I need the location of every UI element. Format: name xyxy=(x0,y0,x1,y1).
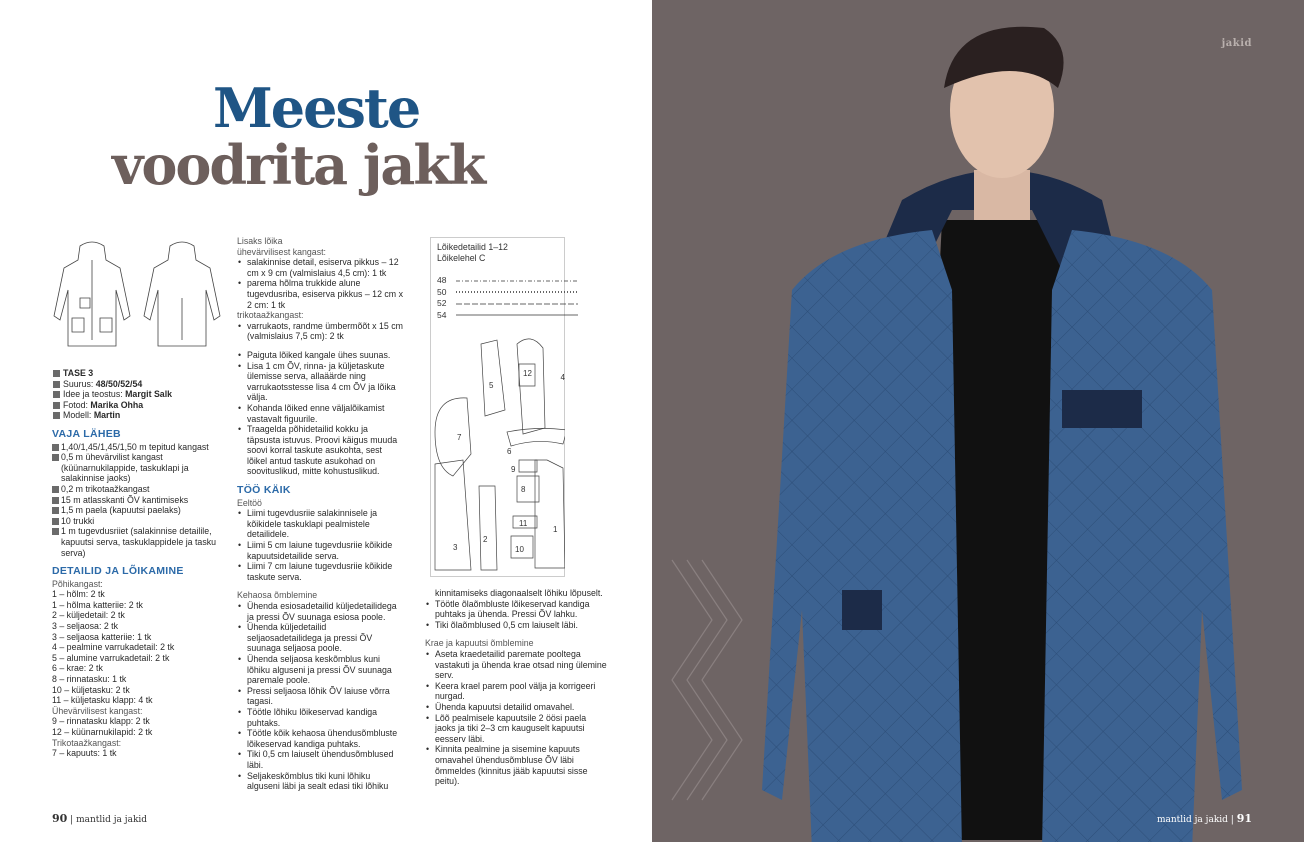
info-label: Modell: xyxy=(63,410,94,421)
size-legend xyxy=(437,275,446,321)
info-value: 48/50/52/54 xyxy=(95,378,143,389)
list-item: • Liimi 5 cm laiune tugevdusriie kõikide kapuutsidetailide serva. xyxy=(237,540,403,561)
list-item: 9 – rinnatasku klapp: 2 tk xyxy=(52,716,150,727)
size-label: 48 xyxy=(437,275,447,285)
list-item: • Lõõ pealmisele kapuutsile 2 öösi paela jaoks ja tiki 2–3 cm kauguselt kapuutsi eesserv läbi. xyxy=(425,713,607,745)
pattern-title xyxy=(437,242,508,264)
model-photo xyxy=(652,0,1304,842)
pattern-title-line: Lõikelehel C xyxy=(437,253,486,263)
list-item: • Lisa 1 cm ÕV, rinna- ja küljetaskute ülemisse serva, allaäärde ning varrukaotsstesse lisa 4 cm ÕV ja lõika välja. xyxy=(237,361,403,403)
pattern-title-line: Lõikedetailid 1–12 xyxy=(437,242,508,252)
size-label: 52 xyxy=(437,298,447,308)
list-item: • Liimi tugevdusriie salakinnisele ja kõikidele taskuklapi pealmistele detailidele. xyxy=(237,508,403,540)
project-info xyxy=(52,368,222,759)
too-heading: TÖÖ KÄIK xyxy=(237,484,291,497)
piece-label: 8 xyxy=(521,485,526,494)
list-item: 0,2 m trikotaažkangast xyxy=(51,484,222,495)
piece-label: 5 xyxy=(489,381,494,390)
subheading: Eeltöö xyxy=(237,497,262,508)
subheading: ühevärvilisest kangast: xyxy=(237,246,326,257)
list-item: 5 – alumine varrukadetail: 2 tk xyxy=(52,652,170,663)
subheading: Põhikangast: xyxy=(52,578,103,589)
info-value: Margit Salk xyxy=(125,389,173,400)
jacket-sketch xyxy=(50,238,225,350)
continued-text: kinnitamiseks diagonaalselt lõhiku lõpuselt. xyxy=(435,588,603,598)
footer-section: mantlid ja jakid xyxy=(76,815,148,825)
list-item: • Kohanda lõiked enne väljalõikamist vastavalt figuurile. xyxy=(237,403,403,424)
list-item: • Töötle lõhiku lõikeservad kandiga puhtaks. xyxy=(237,707,403,728)
list-item: 10 – küljetasku: 2 tk xyxy=(52,684,130,695)
list-item: 3 – seljaosa: 2 tk xyxy=(52,621,119,632)
page-number: 91 xyxy=(1236,812,1252,825)
subheading: trikotaažkangast: xyxy=(237,310,304,321)
list-item: 15 m atlasskanti ÕV kantimiseks xyxy=(51,495,222,506)
piece-label: 12 xyxy=(523,369,532,378)
info-value: Marika Ohha xyxy=(90,399,144,410)
info-label: Suurus: xyxy=(63,378,96,389)
list-item: 1 m tugevdusriiet (salakinnise detailile, kapuutsi serva, taskuklappidele ja tasku serva) xyxy=(51,526,222,558)
list-item: • Tiki õlaõmblused 0,5 cm laiuselt läbi. xyxy=(425,620,607,631)
list-item: • Paiguta lõiked kangale ühes suunas. xyxy=(237,350,403,361)
piece-label: 9 xyxy=(511,465,516,474)
detailid-heading: DETAILID JA LÕIKAMINE xyxy=(52,565,184,578)
piece-label: 11 xyxy=(519,519,528,528)
list-item: 2 – küljedetail: 2 tk xyxy=(52,610,125,621)
list-item: • Töötle kõik kehaosa ühendusõmbluste lõikeservad kandiga puhtaks. xyxy=(237,728,403,749)
list-item: 6 – krae: 2 tk xyxy=(52,663,103,674)
list-item: • Ühenda esiosadetailid küljedetailidega ja pressi ÕV suunaga esiosa poole. xyxy=(237,601,403,622)
list-item: 0,5 m ühevärvilist kangast (küünarnukilappide, taskuklapi ja salakinnise jaoks) xyxy=(51,452,222,484)
piece-label: 3 xyxy=(453,543,458,552)
piece-label: 4 xyxy=(560,373,565,382)
list-item: 1,40/1,45/1,45/1,50 m tepitud kangast xyxy=(51,442,222,453)
list-item: • varrukaots, randme ümbermõõt x 15 cm (valmislaius 7,5 cm): 2 tk xyxy=(237,321,403,342)
footer-right: mantlid ja jakid | 91 xyxy=(1156,812,1252,825)
list-item: • parema hõlma trukkide alune tugevdusriba, esiserva pikkus – 12 cm x 2 cm: 1 tk xyxy=(237,278,403,310)
list-item: • Kinnita pealmine ja sisemine kapuuts omavahel ühendusõmbluse ÕV läbi õmmeldes (kinnitus jääb kapuutsi sisse peitu). xyxy=(425,744,607,786)
footer-section: mantlid ja jakid xyxy=(1156,815,1228,825)
list-item: • Traagelda põhidetailid kokku ja täpsusta istuvus. Proovi käigus muuda soovi korral taskute asukohta, sest lõikel antud taskute asukohad on soovituslikud, mitte kohustuslikud. xyxy=(237,424,403,477)
subheading: Krae ja kapuutsi õmblemine xyxy=(425,638,534,649)
list-item: • Töötle õlaõmbluste lõikeservad kandiga puhtaks ja ühenda. Pressi ÕV lahku. xyxy=(425,599,607,620)
footer-left: 90 | mantlid ja jakid xyxy=(52,812,148,825)
list-item: • Liimi 7 cm laiune tugevdusriie kõikide taskute serva. xyxy=(237,561,403,582)
piece-label: 6 xyxy=(507,447,512,456)
list-item: • Keera krael parem pool välja ja korrigeeri nurgad. xyxy=(425,681,607,702)
section-tag: jakid xyxy=(1221,38,1252,49)
list-item: • Ühenda kapuutsi detailid omavahel. xyxy=(425,702,607,713)
piece-label: 7 xyxy=(457,433,462,442)
list-item: 11 – küljetasku klapp: 4 tk xyxy=(52,695,153,706)
list-item: 1 – hõlm: 2 tk xyxy=(52,589,105,600)
info-label: Fotod: xyxy=(63,399,91,410)
title-line-2: voodrita jakk xyxy=(112,133,485,197)
column-2 xyxy=(237,236,403,792)
list-item: • Ühenda küljedetailid seljaosadetailidega ja pressi ÕV suunaga seljaosa poole. xyxy=(237,622,403,654)
list-item: 8 – rinnatasku: 1 tk xyxy=(52,674,127,685)
subheading: Ühevärvilisest kangast: xyxy=(52,705,143,716)
list-item: 3 – seljaosa katteriie: 1 tk xyxy=(52,631,152,642)
list-item: • Pressi seljaosa lõhik ÕV laiuse võrra tagasi. xyxy=(237,686,403,707)
list-item: 12 – küünarnukilapid: 2 tk xyxy=(52,727,153,737)
list-item: • Ühenda seljaosa keskõmblus kuni lõhiku alguseni ja pressi ÕV suunaga paremale poole. xyxy=(237,654,403,686)
info-label: Idee ja teostus: xyxy=(63,389,126,400)
list-item: • salakinnise detail, esiserva pikkus – 12 cm x 9 cm (valmislaius 4,5 cm): 1 tk xyxy=(237,257,403,278)
list-item: 10 trukki xyxy=(51,516,222,527)
subheading: Lisaks lõika xyxy=(237,236,283,246)
pattern-pieces xyxy=(431,336,565,576)
size-label: 50 xyxy=(437,286,447,297)
list-item: • Aseta kraedetailid paremate pooltega vastakuti ja ühenda krae otsad ning ülemine serv. xyxy=(425,649,607,681)
subheading: Kehaosa õmblemine xyxy=(237,590,318,601)
piece-label: 1 xyxy=(553,525,558,534)
title-line-1: Meeste xyxy=(213,76,420,140)
column-4 xyxy=(425,588,607,787)
page-number: 90 xyxy=(52,812,68,825)
list-item: 7 – kapuuts: 1 tk xyxy=(52,748,117,759)
piece-label: 10 xyxy=(515,545,524,554)
photo-page xyxy=(652,0,1304,842)
vaja-heading: VAJA LÄHEB xyxy=(52,427,121,440)
info-label: TASE 3 xyxy=(63,368,94,378)
list-item: • Tiki 0,5 cm laiuselt ühendusõmblused läbi. xyxy=(237,749,403,770)
subheading: Trikotaažkangast: xyxy=(52,737,122,748)
size-label: 54 xyxy=(437,309,447,320)
list-item: 4 – pealmine varrukadetail: 2 tk xyxy=(52,642,175,653)
list-item: • Seljakeskõmblus tiki kuni lõhiku alguseni läbi ja sealt edasi tiki lõhiku xyxy=(237,771,403,792)
size-lines xyxy=(456,276,581,322)
list-item: 1,5 m paela (kapuutsi paelaks) xyxy=(51,505,222,516)
list-item: 1 – hõlma katteriie: 2 tk xyxy=(52,599,143,610)
piece-label: 2 xyxy=(483,535,488,544)
info-value: Martin xyxy=(93,410,121,421)
